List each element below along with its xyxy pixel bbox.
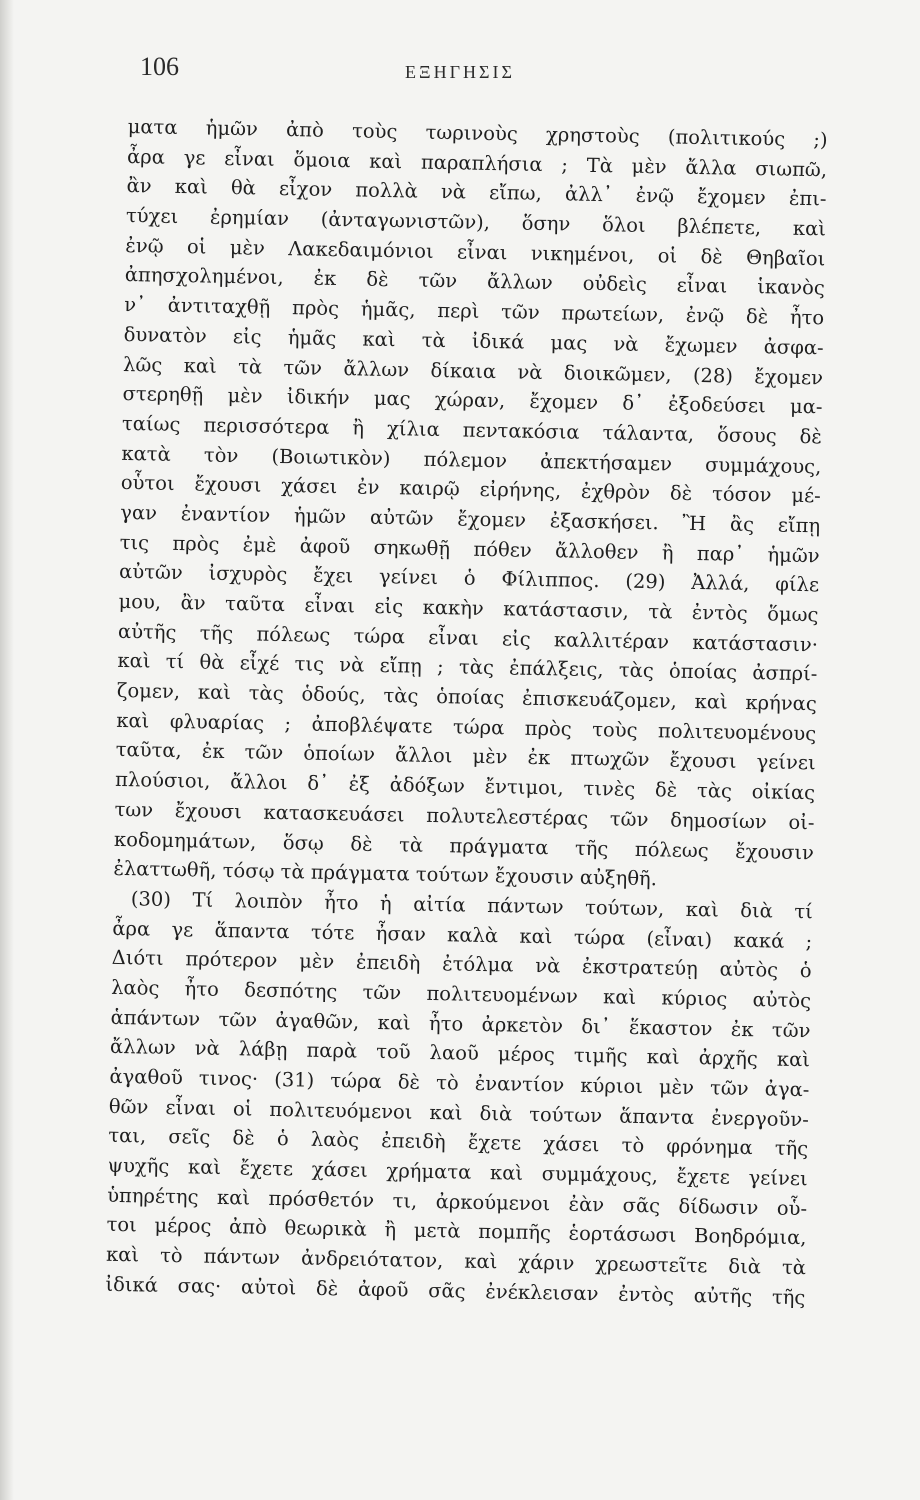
text-line: ἀπησχολημένοι, ἐκ δὲ τῶν ἄλλων οὐδεὶς εἶναι ἱκανὸς <box>124 263 825 300</box>
text-line: καὶ τὸ πάντων ἀνδρειότατον, καὶ χάριν χρεωστεῖτε διὰ τὰ <box>105 1242 807 1280</box>
text-line: δυνατὸν εἰς ἡμᾶς καὶ τὰ ἰδικά μας νὰ ἔχωμεν ἀσφα- <box>123 322 824 360</box>
text-line: καὶ τί θὰ εἶχέ τις νὰ εἴπῃ ; τὰς ἐπάλξεις, τὰς ὁποίας ἀσπρί- <box>117 649 818 686</box>
text-line: γαν ἐναντίον ἡμῶν αὐτῶν ἔχομεν ἐξασκήσει. Ἢ ἂς εἴπῃ <box>120 500 821 538</box>
text-line: λαὸς ἦτο δεσπότης τῶν πολιτευομένων καὶ κύριος αὐτὸς <box>110 975 812 1013</box>
text-line: ἰδικά σας· αὐτοὶ δὲ ἀφοῦ σᾶς ἐνέκλεισαν ἐντὸς αὐτῆς τῆς <box>105 1272 806 1310</box>
text-line: ἐνῷ οἱ μὲν Λακεδαιμόνιοι εἶναι νικημένοι, οἱ δὲ Θηβαῖοι <box>125 233 826 271</box>
text-line: οὗτοι ἔχουσι χάσει ἐν καιρῷ εἰρήνης, ἐχθρὸν δὲ τόσον μέ- <box>120 471 821 508</box>
text-line: κατὰ τὸν (Βοιωτικὸν) πόλεμον ἀπεκτήσαμεν συμμάχους, <box>121 441 822 478</box>
text-line: ται, σεῖς δὲ ὁ λαὸς ἐπειδὴ ἔχετε χάσει τὸ φρόνημα τῆς <box>108 1124 809 1161</box>
text-line: θῶν εἶναι οἱ πολιτευόμενοι καὶ διὰ τούτων ἅπαντα ἐνεργοῦν- <box>108 1094 810 1131</box>
body-text <box>105 112 828 1313</box>
text-line: ταῦτα, ἐκ τῶν ὁποίων ἄλλοι μὲν ἐκ πτωχῶν ἔχουσι γείνει <box>115 738 816 775</box>
text-line: τύχει ἐρημίαν (ἀνταγωνιστῶν), ὅσην ὅλοι βλέπετε, καὶ <box>125 204 827 241</box>
text-line: μου, ἂν ταῦτα εἶναι εἰς κακὴν κατάστασιν, τὰ ἐντὸς ὅμως <box>118 589 819 627</box>
text-line: κοδομημάτων, ὅσῳ δὲ τὰ πράγματα τῆς πόλεως ἔχουσιν <box>113 827 815 864</box>
text-line: (30) Τί λοιπὸν ἦτο ἡ αἰτία πάντων τούτων, καὶ διὰ τί <box>130 887 813 924</box>
text-line: τοι μέρος ἀπὸ θεωρικὰ ἢ μετὰ πομπῆς ἑορτάσωσι Βοηδρόμια, <box>106 1213 807 1250</box>
text-line: αὐτῆς τῆς πόλεως τώρα εἶναι εἰς καλλιτέραν κατάστασιν· <box>117 619 819 657</box>
text-line: ψυχῆς καὶ ἔχετε χάσει χρήματα καὶ συμμάχους, ἔχετε γείνει <box>107 1153 808 1191</box>
text-line: τις πρὸς ἐμὲ ἀφοῦ σηκωθῇ πόθεν ἄλλοθεν ἢ παρ᾽ ἡμῶν <box>119 530 820 567</box>
text-line: ταίως περισσότερα ἢ χίλια πεντακόσια τάλαντα, ὅσους δὲ <box>121 411 823 449</box>
page-edge-shadow <box>0 0 14 1500</box>
text-line: των ἔχουσι κατασκευάσει πολυτελεστέρας τῶν δημοσίων οἰ- <box>114 797 815 835</box>
text-line: ἆρα γε ἅπαντα τότε ἦσαν καλὰ καὶ τώρα (εἶναι) κακά ; <box>112 916 813 953</box>
text-line: ζομεν, καὶ τὰς ὁδούς, τὰς ὁποίας ἐπισκευάζομεν, καὶ κρήνας <box>116 678 817 716</box>
page-number: 106 <box>140 52 179 81</box>
text-line: ματα ἡμῶν ἀπὸ τοὺς τωρινοὺς χρηστοὺς (πολιτικούς ;) <box>127 114 828 152</box>
text-line: ὑπηρέτης καὶ πρόσθετόν τι, ἀρκούμενοι ἐὰν σᾶς δίδωσιν οὗ- <box>106 1183 808 1220</box>
text-line: λῶς καὶ τὰ τῶν ἄλλων δίκαια νὰ διοικῶμεν, (28) ἔχομεν <box>122 352 824 389</box>
text-line: ἂν καὶ θὰ εἶχον πολλὰ νὰ εἴπω, ἀλλ᾽ ἐνῷ ἔχομεν ἐπι- <box>126 174 827 211</box>
text-line: ἁπάντων τῶν ἀγαθῶν, καὶ ἦτο ἀρκετὸν δι᾽ ἕκαστον ἐκ τῶν <box>110 1005 811 1042</box>
text-line: καὶ φλυαρίας ; ἀποβλέψατε τώρα πρὸς τοὺς πολιτευομένους <box>116 708 817 746</box>
text-line: Διότι πρότερον μὲν ἐπειδὴ ἐτόλμα νὰ ἐκστρατεύῃ αὐτὸς ὁ <box>111 946 812 983</box>
text-line: στερηθῇ μὲν ἰδικήν μας χώραν, ἔχομεν δ᾽ ἐξοδεύσει μα- <box>122 382 823 419</box>
text-line: αὐτῶν ἰσχυρὸς ἔχει γείνει ὁ Φίλιππος. (29) Ἀλλά, φίλε <box>118 560 820 597</box>
text-line: ἄλλων νὰ λάβῃ παρὰ τοῦ λαοῦ μέρος τιμῆς καὶ ἀρχῆς καὶ <box>109 1035 811 1072</box>
text-line: ν᾽ ἀντιταχθῇ πρὸς ἡμᾶς, περὶ τῶν πρωτείων, ἐνῷ δὲ ἦτο <box>124 293 825 330</box>
text-line: ἀγαθοῦ τινος· (31) τώρα δὲ τὸ ἐναντίον κύριοι μὲν τῶν ἀγα- <box>109 1064 810 1102</box>
text-line: πλούσιοι, ἄλλοι δ᾽ ἐξ ἀδόξων ἔντιμοι, τινὲς δὲ τὰς οἰκίας <box>114 768 816 805</box>
running-head: ΕΞΗΓΗΣΙΣ <box>405 62 515 82</box>
text-line: ἐλαττωθῆ, τόσῳ τὰ πράγματα τούτων ἔχουσιν αὐξηθῆ. <box>113 857 658 891</box>
text-line: ἆρα γε εἶναι ὅμοια καὶ παραπλήσια ; Τὰ μὲν ἄλλα σιωπῶ, <box>126 144 828 182</box>
